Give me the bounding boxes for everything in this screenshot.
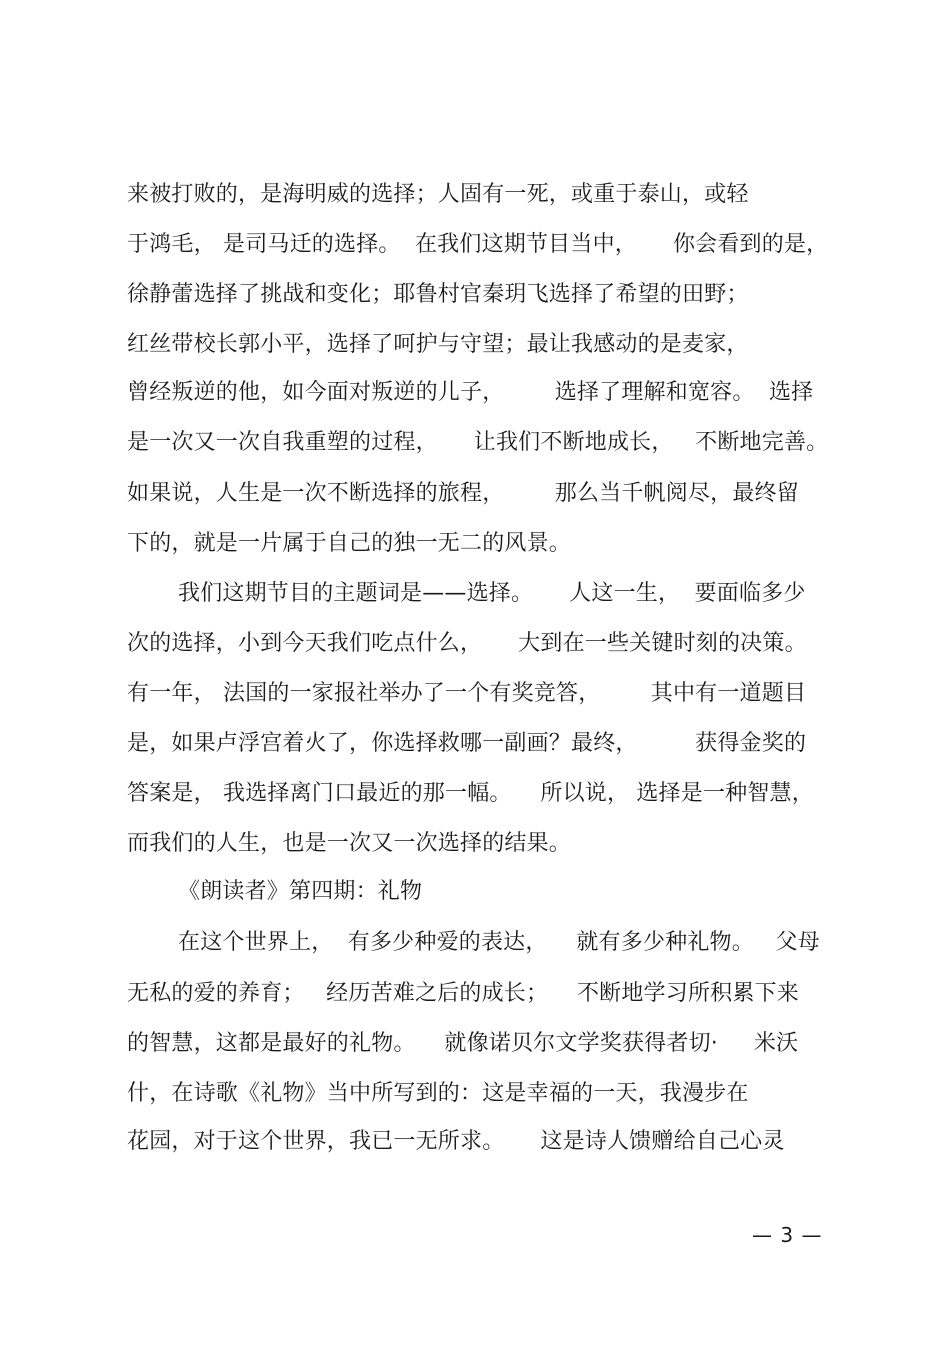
- text-line: 曾经叛逆的他，如今面对叛逆的儿子， 选择了理解和宽容。 选择: [127, 380, 814, 405]
- text-line: 徐静蕾选择了挑战和变化；耶鲁村官秦玥飞选择了希望的田野；: [127, 282, 749, 307]
- text-line: 什，在诗歌《礼物》当中所写到的：这是幸福的一天，我漫步在: [127, 1081, 749, 1106]
- text-line: 无私的爱的养育； 经历苦难之后的成长； 不断地学习所积累下来: [127, 981, 799, 1006]
- text-line: 是一次又一次自我重塑的过程， 让我们不断地成长， 不断地完善。: [127, 430, 829, 455]
- text-line: 红丝带校长郭小平，选择了呵护与守望；最让我感动的是麦家，: [127, 332, 749, 357]
- paragraph-first-line: 在这个世界上， 有多少种爱的表达， 就有多少种礼物。 父母: [178, 930, 820, 955]
- text-line: 而我们的人生，也是一次又一次选择的结果。: [127, 831, 572, 856]
- text-line: 花园，对于这个世界，我已一无所求。 这是诗人馈赠给自己心灵: [127, 1129, 785, 1154]
- page-number: — 3 —: [752, 1223, 823, 1247]
- text-line: 下的，就是一片属于自己的独一无二的风景。: [127, 531, 572, 556]
- section-heading: 《朗读者》第四期：礼物: [178, 879, 423, 904]
- paragraph-first-line: 我们这期节目的主题词是——选择。 人这一生， 要面临多少: [178, 581, 806, 606]
- text-line: 答案是， 我选择离门口最近的那一幅。 所以说， 选择是一种智慧，: [127, 781, 814, 806]
- text-line: 的智慧，这都是最好的礼物。 就像诺贝尔文学奖获得者切· 米沃: [127, 1031, 799, 1056]
- text-line: 如果说，人生是一次不断选择的旅程， 那么当千帆阅尽，最终留: [127, 481, 799, 506]
- text-line: 次的选择，小到今天我们吃点什么， 大到在一些关键时刻的决策。: [127, 631, 807, 656]
- text-line: 来被打败的，是海明威的选择；人固有一死，或重于泰山，或轻: [127, 182, 749, 207]
- text-line: 于鸿毛， 是司马迁的选择。 在我们这期节目当中， 你会看到的是，: [127, 232, 829, 257]
- text-line: 是，如果卢浮宫着火了，你选择救哪一副画？最终， 获得金奖的: [127, 731, 807, 756]
- text-line: 有一年， 法国的一家报社举办了一个有奖竞答， 其中有一道题目: [127, 681, 807, 706]
